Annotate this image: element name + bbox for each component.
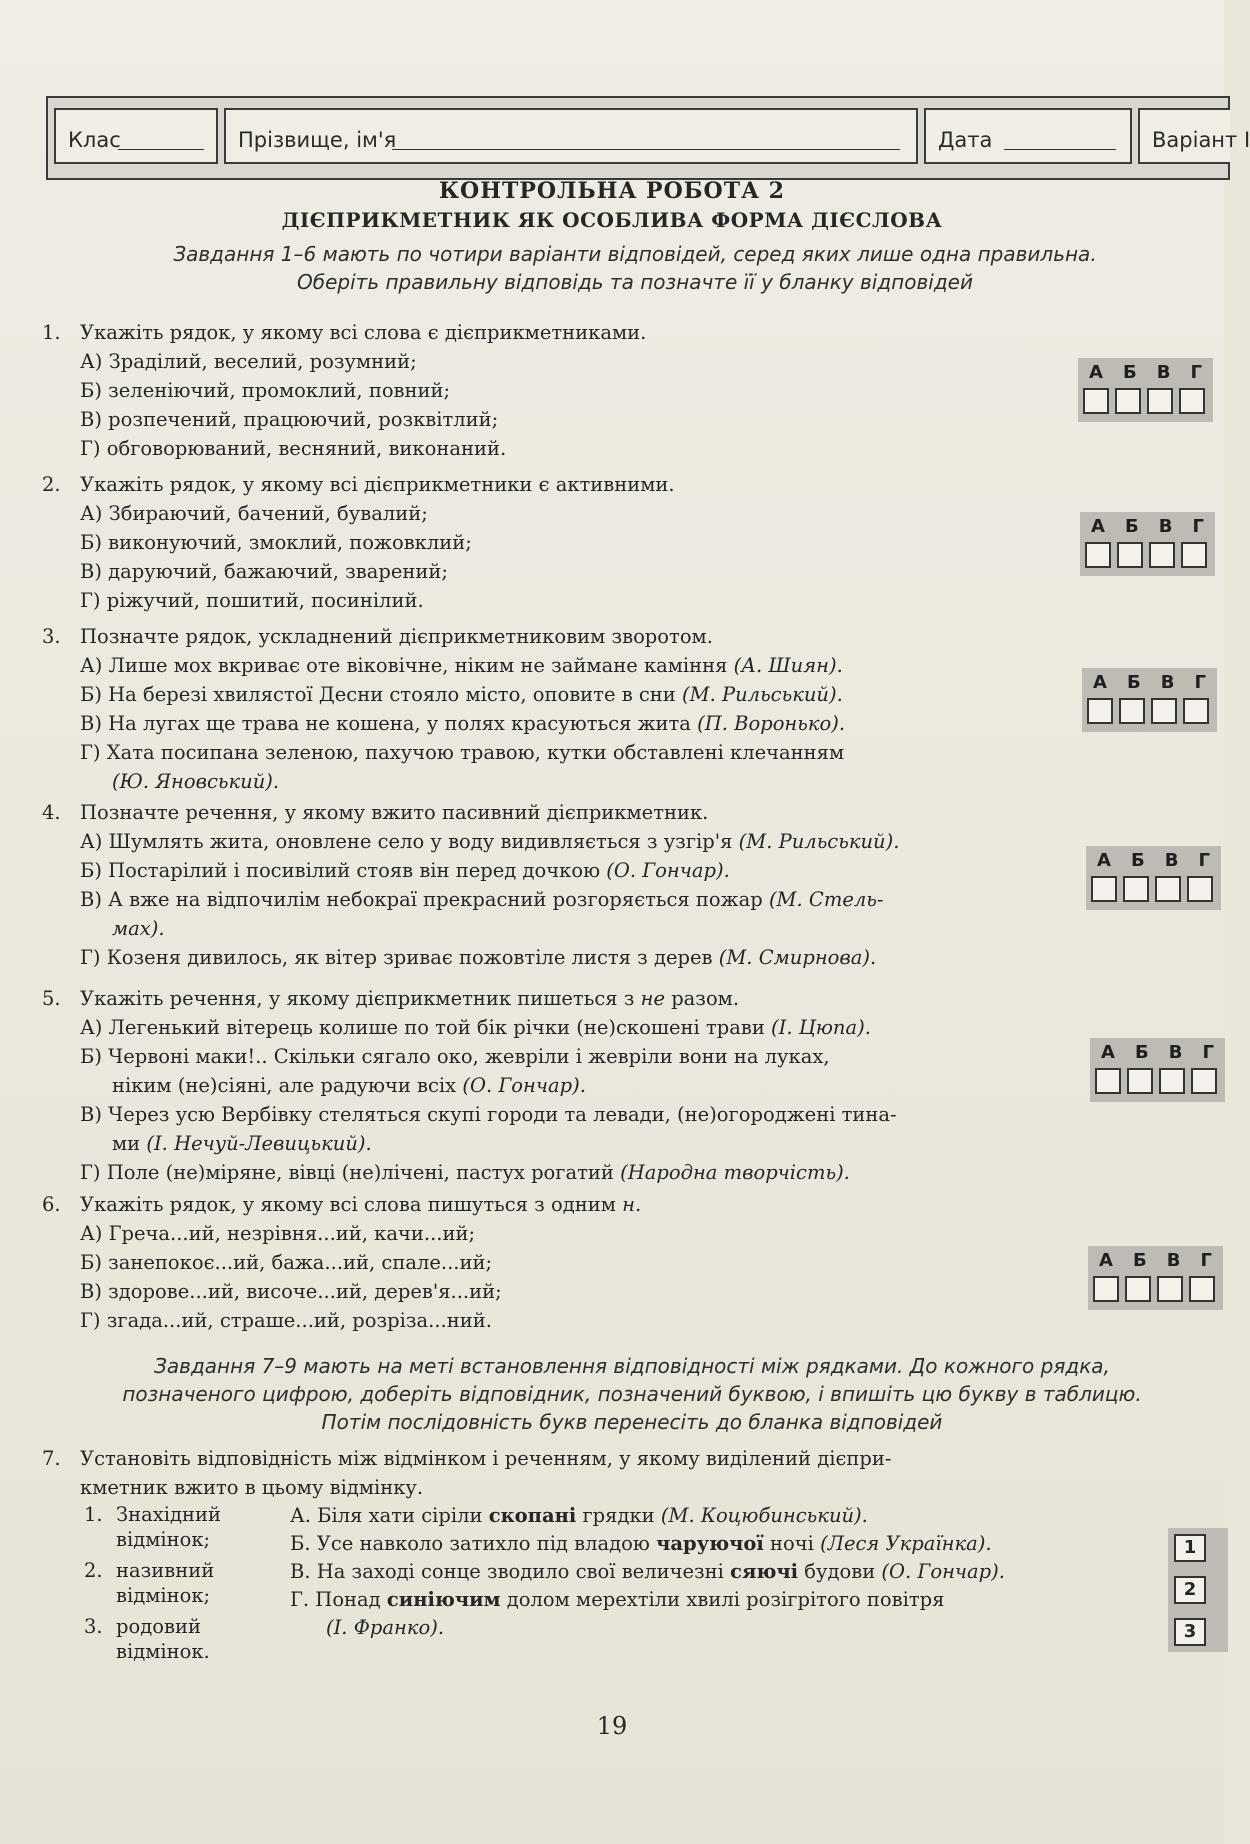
answer-box[interactable] (1093, 1276, 1119, 1302)
match-answer-grid (1168, 1528, 1228, 1652)
instructions-2-line1: Завдання 7–9 мають на меті встановлення відповідності між рядками. До кожного рядка, (154, 1354, 1110, 1378)
option-c: В) здорове...ий, височе...ий, дерев'я...ий; (80, 1280, 502, 1303)
option-b: Б) занепокоє...ий, бажа...ий, спале...ий; (80, 1251, 493, 1274)
question-text: Позначте речення, у якому вжито пасивний дієприкметник. (80, 801, 709, 824)
match-right-column (290, 1502, 1170, 1642)
option-b: Б) зеленіючий, промоклий, повний; (80, 379, 451, 402)
answer-box[interactable] (1125, 1276, 1151, 1302)
class-label: Клас (68, 128, 121, 152)
option-c: В) На лугах ще трава не кошена, у полях красуються жита (П. Воронько). (80, 712, 846, 735)
option-d: Г) Поле (не)міряне, вівці (не)лічені, пастух рогатий (Народна творчість). (80, 1161, 850, 1184)
instructions-1-line2: Оберіть правильну відповідь та позначте її у бланку відповідей (297, 270, 973, 294)
grid-letter-b: Б (1126, 672, 1141, 693)
question-number: 1. (42, 321, 61, 344)
option-a: А) Лише мох вкриває оте віковічне, ніким не займане каміння (А. Шиян). (80, 654, 843, 677)
grid-letter-a: А (1099, 1250, 1113, 1271)
grid-letter-b: Б (1124, 516, 1139, 537)
answer-box[interactable] (1183, 698, 1209, 724)
author: (М. Рильський). (682, 683, 843, 706)
answer-box[interactable] (1091, 876, 1117, 902)
answer-box[interactable] (1157, 1276, 1183, 1302)
option-c: В) розпечений, працюючий, розквітлий; (80, 408, 499, 431)
class-field[interactable] (54, 108, 218, 164)
date-field[interactable] (924, 108, 1132, 164)
grid-letter-c: В (1160, 672, 1175, 693)
question-2 (42, 470, 1072, 615)
grid-letter-a: А (1101, 1042, 1115, 1063)
author: (М. Смирнова). (718, 946, 877, 969)
match-box-2[interactable]: 2 (1174, 1576, 1206, 1604)
question-6 (42, 1190, 1072, 1335)
match-left-column (84, 1502, 274, 1664)
option-c: В) Через усю Вербівку стеляться скупі городи та левади, (не)огороджені тина- (80, 1103, 897, 1126)
grid-letter-d: Г (1190, 362, 1202, 383)
question-number: 6. (42, 1193, 61, 1216)
answer-grid-5 (1090, 1038, 1225, 1102)
question-text: Укажіть рядок, у якому всі слова пишуться з одним н. (80, 1193, 642, 1216)
option-c-continued: ми (І. Нечуй-Левицький). (112, 1132, 372, 1155)
answer-box[interactable] (1083, 388, 1109, 414)
match-right-a: А. Біля хати сіріли скопані грядки (М. Коцюбинський). (290, 1504, 868, 1527)
title-line1: КОНТРОЛЬНА РОБОТА 2 (439, 178, 785, 204)
grid-letter-d: Г (1202, 1042, 1214, 1063)
instructions-1 (60, 240, 1210, 296)
grid-letter-a: А (1089, 362, 1103, 383)
answer-box[interactable] (1151, 698, 1177, 724)
match-right-d: Г. Понад синіючим долом мерехтіли хвилі розігрітого повітря (290, 1588, 945, 1611)
grid-letter-d: Г (1194, 672, 1206, 693)
option-b-continued: ніким (не)сіяні, але радуючи всіх (О. Гончар). (112, 1074, 586, 1097)
name-field[interactable] (224, 108, 918, 164)
answer-box[interactable] (1127, 1068, 1153, 1094)
grid-letter-b: Б (1130, 850, 1145, 871)
question-text: Укажіть рядок, у якому всі дієприкметники є активними. (80, 473, 675, 496)
class-line (118, 149, 204, 150)
option-a: А) Греча...ий, незрівня...ий, качи...ий; (80, 1222, 476, 1245)
answer-box[interactable] (1119, 698, 1145, 724)
author: (А. Шиян). (733, 654, 843, 677)
answer-box[interactable] (1117, 542, 1143, 568)
grid-letter-d: Г (1192, 516, 1204, 537)
author: (Ю. Яновський). (112, 770, 280, 793)
option-d: Г) обговорюваний, весняний, виконаний. (80, 437, 507, 460)
grid-letter-b: Б (1122, 362, 1137, 383)
answer-box[interactable] (1187, 876, 1213, 902)
instructions-2-line2: позначеного цифрою, доберіть відповідник, позначений буквою, і впишіть цю букву в таблицю. (122, 1382, 1142, 1406)
grid-letter-c: В (1166, 1250, 1181, 1271)
question-1 (42, 318, 1072, 463)
grid-letter-b: Б (1134, 1042, 1149, 1063)
option-d: Г) згада...ий, страше...ий, розріза...ний. (80, 1309, 492, 1332)
answer-grid-4 (1086, 846, 1221, 910)
match-left-item: 1. Знахідний відмінок; (84, 1503, 222, 1551)
instructions-2-line3: Потім послідовність букв перенесіть до бланка відповідей (321, 1410, 943, 1434)
instructions-1-line1: Завдання 1–6 мають по чотири варіанти відповідей, серед яких лише одна правильна. (173, 242, 1097, 266)
answer-box[interactable] (1179, 388, 1205, 414)
grid-letter-a: А (1091, 516, 1105, 537)
variant-label: Варіант І (1152, 128, 1250, 152)
match-box-3[interactable]: 3 (1174, 1618, 1206, 1646)
answer-grid-3 (1082, 668, 1217, 732)
answer-box[interactable] (1085, 542, 1111, 568)
author: (О. Гончар). (606, 859, 730, 882)
answer-box[interactable] (1155, 876, 1181, 902)
question-text: Позначте рядок, ускладнений дієприкметниковим зворотом. (80, 625, 713, 648)
page-number: 19 (596, 1712, 628, 1740)
match-left-item: 3. родовий відмінок. (84, 1615, 210, 1663)
option-b: Б) На березі хвилястої Десни стояло місто, оповите в сни (М. Рильський). (80, 683, 843, 706)
option-d: Г) ріжучий, пошитий, посинілий. (80, 589, 424, 612)
option-a: А) Легенький вітерець колише по той бік річки (не)скошені трави (І. Цюпа). (80, 1016, 871, 1039)
question-number: 5. (42, 987, 61, 1010)
author: (Народна творчість). (620, 1161, 850, 1184)
question-3 (42, 622, 1072, 796)
match-left-item: 2. називний відмінок; (84, 1559, 215, 1607)
question-number: 7. (42, 1447, 61, 1470)
question-text: Укажіть речення, у якому дієприкметник пишеться з не разом. (80, 987, 740, 1010)
option-b: Б) виконуючий, змоклий, пожовклий; (80, 531, 472, 554)
author: (М. Рильський). (738, 830, 900, 853)
answer-box[interactable] (1149, 542, 1175, 568)
author: (О. Гончар). (462, 1074, 586, 1097)
grid-letter-d: Г (1198, 850, 1210, 871)
option-c: В) даруючий, бажаючий, зварений; (80, 560, 448, 583)
option-d: Г) Хата посипана зеленою, пахучою травою, кутки обставлені клечанням (80, 741, 845, 764)
grid-letter-c: В (1164, 850, 1179, 871)
grid-letter-d: Г (1200, 1250, 1212, 1271)
author: (І. Нечуй-Левицький). (146, 1132, 372, 1155)
grid-letter-a: А (1093, 672, 1107, 693)
question-text: Укажіть рядок, у якому всі слова є дієприкметниками. (80, 321, 647, 344)
grid-letter-c: В (1168, 1042, 1183, 1063)
answer-box[interactable] (1095, 1068, 1121, 1094)
grid-letter-c: В (1158, 516, 1173, 537)
option-d: Г) Козеня дивилось, як вітер зриває пожовтіле листя з дерев (М. Смирнова). (80, 946, 877, 969)
author: (І. Цюпа). (771, 1016, 871, 1039)
answer-box[interactable] (1191, 1068, 1217, 1094)
answer-grid-1 (1078, 358, 1213, 422)
match-right-b: Б. Усе навколо затихло під владою чаруючої ночі (Леся Українка). (290, 1532, 992, 1555)
question-text-line1: Установіть відповідність між відмінком і реченням, у якому виділений дієпри- (80, 1447, 892, 1470)
option-c: В) А вже на відпочилім небокраї прекрасний розгоряється пожар (М. Стель- (80, 888, 884, 911)
question-4 (42, 798, 1072, 972)
option-a: А) Збираючий, бачений, бувалий; (80, 502, 428, 525)
question-7 (42, 1444, 1162, 1502)
answer-grid-6 (1088, 1246, 1223, 1310)
question-number: 4. (42, 801, 61, 824)
answer-grid-2 (1080, 512, 1215, 576)
answer-box[interactable] (1115, 388, 1141, 414)
answer-box[interactable] (1123, 876, 1149, 902)
answer-box[interactable] (1181, 542, 1207, 568)
name-line (392, 149, 900, 150)
option-b: Б) Червоні маки!.. Скільки сягало око, жевріли і жевріли вони на луках, (80, 1045, 830, 1068)
name-label: Прізвище, ім'я (238, 128, 397, 152)
author: (П. Воронько). (697, 712, 846, 735)
author-continued: мах). (112, 917, 165, 940)
answer-box[interactable] (1159, 1068, 1185, 1094)
author: (М. Стель- (768, 888, 884, 911)
date-line (1004, 149, 1116, 150)
question-text-line2: кметник вжито в цьому відмінку. (80, 1476, 424, 1499)
header-box (46, 96, 1250, 180)
match-right-d-author: (І. Франко). (326, 1616, 445, 1639)
grid-letter-c: В (1156, 362, 1171, 383)
question-number: 2. (42, 473, 61, 496)
variant-cell (1138, 108, 1250, 164)
answer-box[interactable] (1147, 388, 1173, 414)
answer-box[interactable] (1189, 1276, 1215, 1302)
question-number: 3. (42, 625, 61, 648)
instructions-2 (40, 1352, 1224, 1436)
match-right-c: В. На заході сонце зводило свої величезні сяючі будови (О. Гончар). (290, 1560, 1005, 1583)
grid-letter-a: А (1097, 850, 1111, 871)
option-a: А) Шумлять жита, оновлене село у воду видивляється з узгір'я (М. Рильський). (80, 830, 900, 853)
option-a: А) Зраділий, веселий, розумний; (80, 350, 417, 373)
title-line2: ДІЄПРИКМЕТНИК ЯК ОСОБЛИВА ФОРМА ДІЄСЛОВА (281, 208, 943, 232)
match-box-1[interactable]: 1 (1174, 1534, 1206, 1562)
date-label: Дата (938, 128, 993, 152)
grid-letter-b: Б (1132, 1250, 1147, 1271)
answer-box[interactable] (1087, 698, 1113, 724)
question-5 (42, 984, 1072, 1187)
option-b: Б) Постарілий і посивілий стояв він перед дочкою (О. Гончар). (80, 859, 730, 882)
